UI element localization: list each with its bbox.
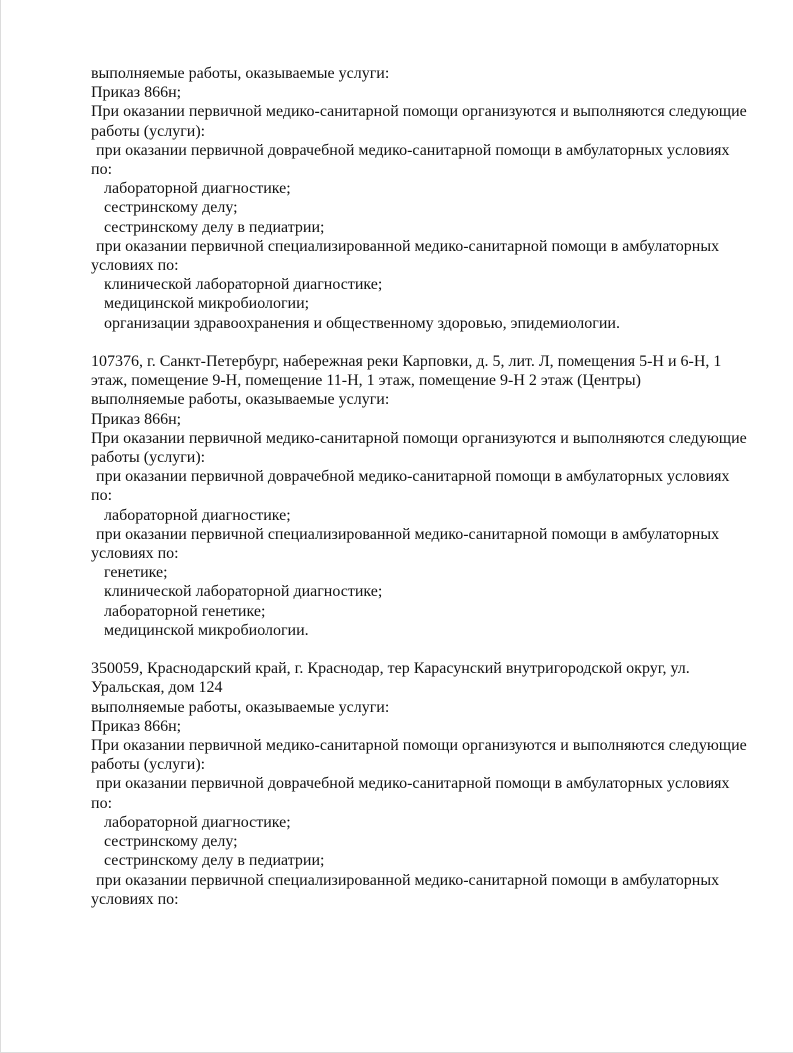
text-line: выполняемые работы, оказываемые услуги: <box>91 391 390 409</box>
text-line: Приказ 866н; <box>91 84 182 102</box>
text-line: лабораторной диагностике; <box>104 506 291 524</box>
text-line: при оказании первичной специализированной медико-санитарной помощи в амбулаторных <box>96 525 720 543</box>
text-line: работы (услуги): <box>91 122 206 140</box>
text-line: при оказании первичной доврачебной медико-санитарной помощи в амбулаторных условиях <box>96 468 730 486</box>
text-line: лабораторной генетике; <box>104 602 266 620</box>
text-line: клинической лабораторной диагностике; <box>104 583 383 601</box>
text-line: выполняемые работы, оказываемые услуги: <box>91 698 390 716</box>
text-line: При оказании первичной медико-санитарной помощи организуются и выполняются следующие <box>91 429 747 447</box>
text-line: лабораторной диагностике; <box>104 180 291 198</box>
text-line: при оказании первичной специализированной медико-санитарной помощи в амбулаторных <box>96 237 720 255</box>
text-line: по: <box>91 161 113 179</box>
text-line: 107376, г. Санкт-Петербург, набережная реки Карповки, д. 5, лит. Л, помещения 5-Н и 6-Н, 1 <box>91 353 722 371</box>
text-line: организации здравоохранения и общественному здоровью, эпидемиологии. <box>104 314 620 332</box>
text-line: по: <box>91 794 113 812</box>
text-line: Приказ 866н; <box>91 717 182 735</box>
text-line: Приказ 866н; <box>91 410 182 428</box>
text-line: по: <box>91 487 113 505</box>
text-line: 350059, Краснодарский край, г. Краснодар, тер Карасунский внутригородской округ, ул. <box>91 660 690 678</box>
text-line: работы (услуги): <box>91 449 206 467</box>
license-section <box>91 352 765 640</box>
license-section <box>91 659 765 909</box>
text-line: сестринскому делу в педиатрии; <box>104 218 325 236</box>
text-line: выполняемые работы, оказываемые услуги: <box>91 65 390 82</box>
text-line: условиях по: <box>91 545 179 563</box>
text-line: Уральская, дом 124 <box>91 679 223 697</box>
license-text <box>1 0 793 909</box>
text-line: работы (услуги): <box>91 756 206 774</box>
text-line: генетике; <box>104 564 168 582</box>
text-line: При оказании первичной медико-санитарной помощи организуются и выполняются следующие <box>91 737 747 755</box>
text-line: При оказании первичной медико-санитарной помощи организуются и выполняются следующие <box>91 103 747 121</box>
text-line: лабораторной диагностике; <box>104 813 291 831</box>
text-line: медицинской микробиологии; <box>104 295 310 313</box>
text-line: клинической лабораторной диагностике; <box>104 276 383 294</box>
text-line: при оказании первичной специализированной медико-санитарной помощи в амбулаторных <box>96 871 720 889</box>
text-line: сестринскому делу в педиатрии; <box>104 852 325 870</box>
text-line: при оказании первичной доврачебной медико-санитарной помощи в амбулаторных условиях <box>96 141 730 159</box>
text-line: сестринскому делу; <box>104 199 238 217</box>
text-line: условиях по: <box>91 257 179 275</box>
license-section <box>91 64 765 333</box>
text-line: медицинской микробиологии. <box>104 621 309 639</box>
text-line: сестринскому делу; <box>104 833 238 851</box>
text-line: этаж, помещение 9-Н, помещение 11-Н, 1 этаж, помещение 9-Н 2 этаж (Центры) <box>91 372 641 390</box>
text-line: при оказании первичной доврачебной медико-санитарной помощи в амбулаторных условиях <box>96 775 730 793</box>
text-line: условиях по: <box>91 890 179 908</box>
